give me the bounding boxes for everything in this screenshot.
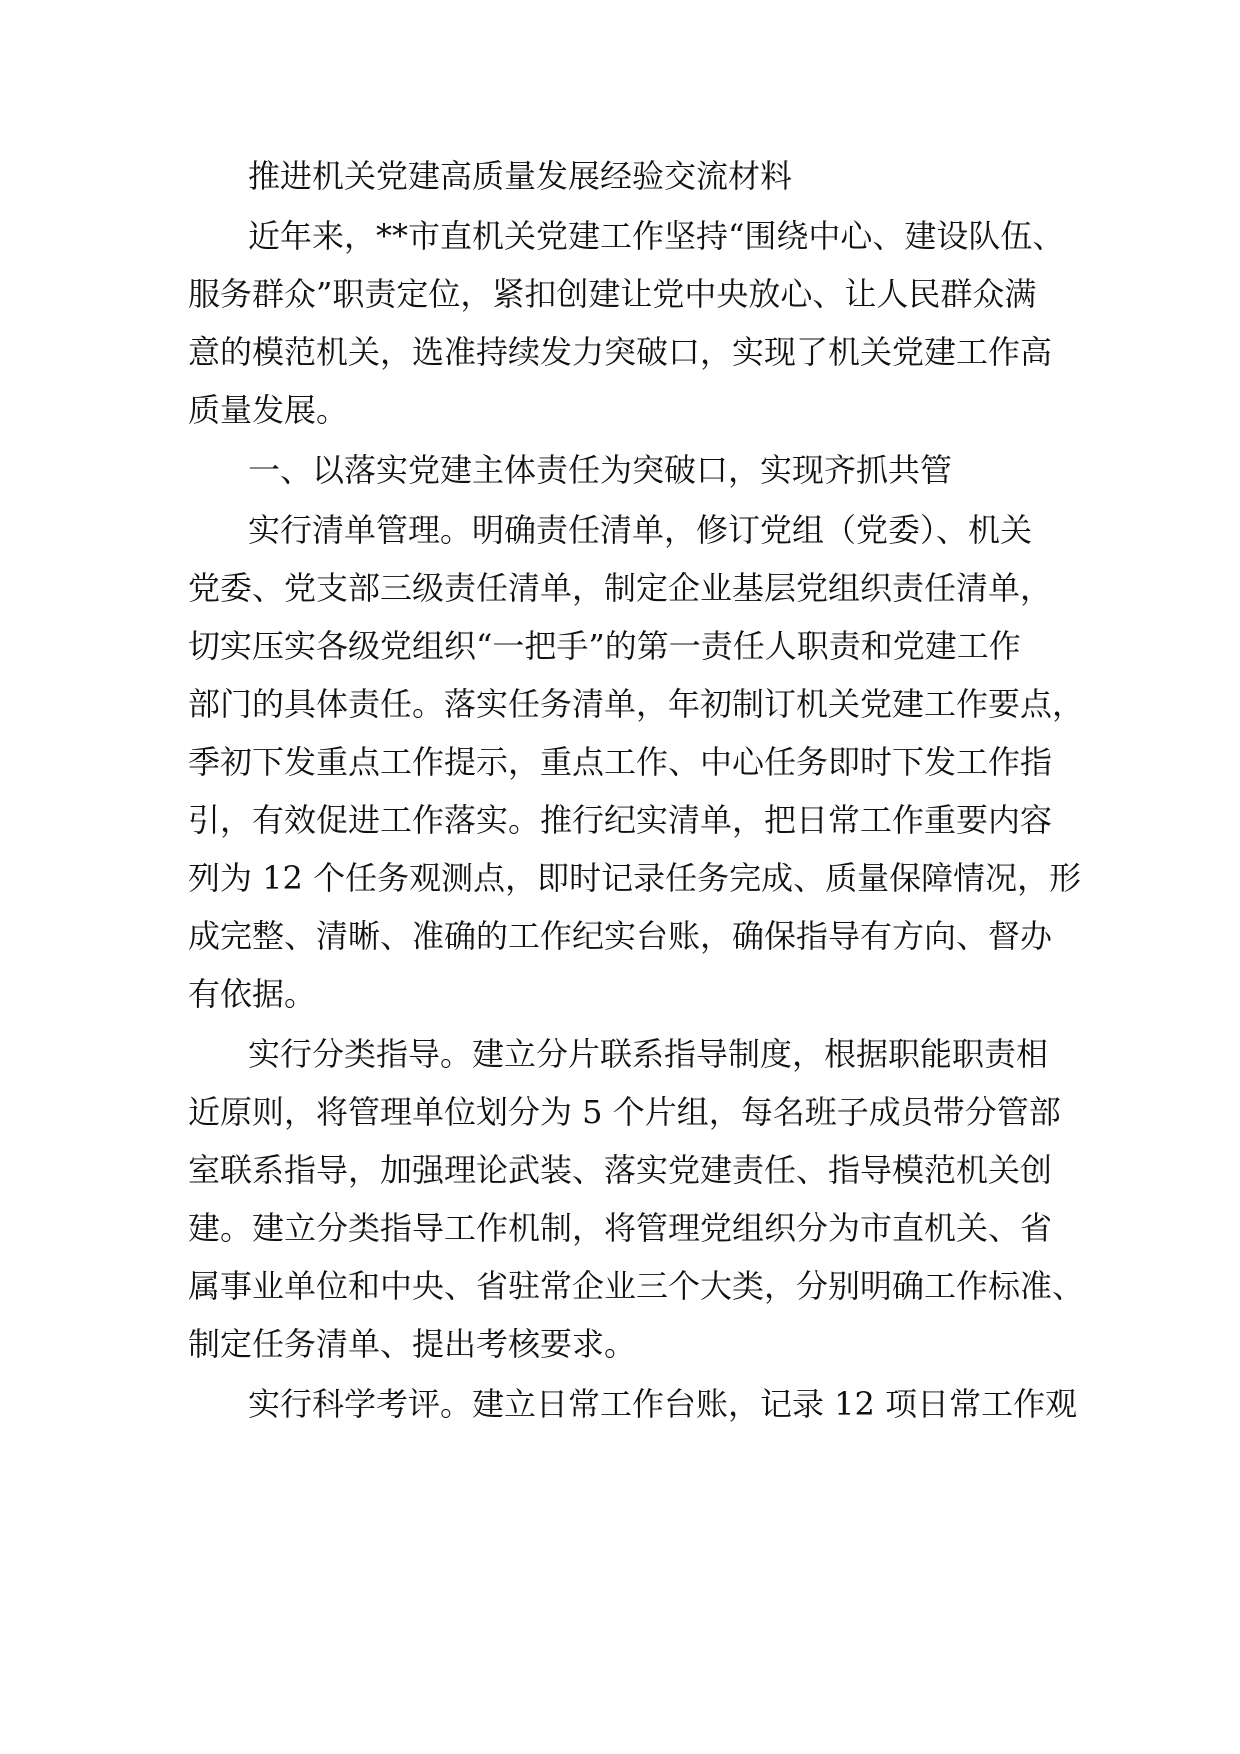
paragraph-2-line-7: 列为 12 个任务观测点，即时记录任务完成、质量保障情况，形 xyxy=(188,859,1082,897)
paragraph-1-line-3: 意的模范机关，选准持续发力突破口，实现了机关党建工作高 xyxy=(188,333,1053,371)
paragraph-3-line-1: 实行分类指导。建立分片联系指导制度，根据职能职责相 xyxy=(248,1035,1049,1073)
paragraph-2-line-1: 实行清单管理。明确责任清单，修订党组（党委）、机关 xyxy=(248,511,1033,549)
paragraph-3-line-4: 建。建立分类指导工作机制，将管理党组织分为市直机关、省 xyxy=(188,1209,1053,1247)
paragraph-2-line-3: 切实压实各级党组织“一把手”的第一责任人职责和党建工作 xyxy=(188,627,1021,665)
paragraph-1-line-1: 近年来，**市直机关党建工作坚持“围绕中心、建设队伍、 xyxy=(248,217,1065,255)
paragraph-2-line-4: 部门的具体责任。落实任务清单，年初制订机关党建工作要点， xyxy=(188,685,1085,723)
paragraph-1-line-4: 质量发展。 xyxy=(188,391,349,429)
paragraph-3-line-3: 室联系指导，加强理论武装、落实党建责任、指导模范机关创 xyxy=(188,1151,1053,1189)
paragraph-3-line-6: 制定任务清单、提出考核要求。 xyxy=(188,1325,637,1363)
paragraph-3-line-5: 属事业单位和中央、省驻常企业三个大类，分别明确工作标准、 xyxy=(188,1267,1085,1305)
paragraph-2-line-6: 引，有效促进工作落实。推行纪实清单，把日常工作重要内容 xyxy=(188,801,1053,839)
paragraph-1-line-2: 服务群众”职责定位，紧扣创建让党中央放心、让人民群众满 xyxy=(188,275,1037,313)
paragraph-4-line-1: 实行科学考评。建立日常工作台账，记录 12 项日常工作观 xyxy=(248,1385,1078,1423)
paragraph-2-line-8: 成完整、清晰、准确的工作纪实台账，确保指导有方向、督办 xyxy=(188,917,1053,955)
section-heading-1: 一、以落实党建主体责任为突破口，实现齐抓共管 xyxy=(248,451,953,489)
document-title: 推进机关党建高质量发展经验交流材料 xyxy=(248,157,793,195)
paragraph-2-line-2: 党委、党支部三级责任清单，制定企业基层党组织责任清单， xyxy=(188,569,1053,607)
paragraph-3-line-2: 近原则，将管理单位划分为 5 个片组，每名班子成员带分管部 xyxy=(188,1093,1061,1131)
paragraph-2-line-9: 有依据。 xyxy=(188,975,317,1013)
paragraph-2-line-5: 季初下发重点工作提示，重点工作、中心任务即时下发工作指 xyxy=(188,743,1053,781)
